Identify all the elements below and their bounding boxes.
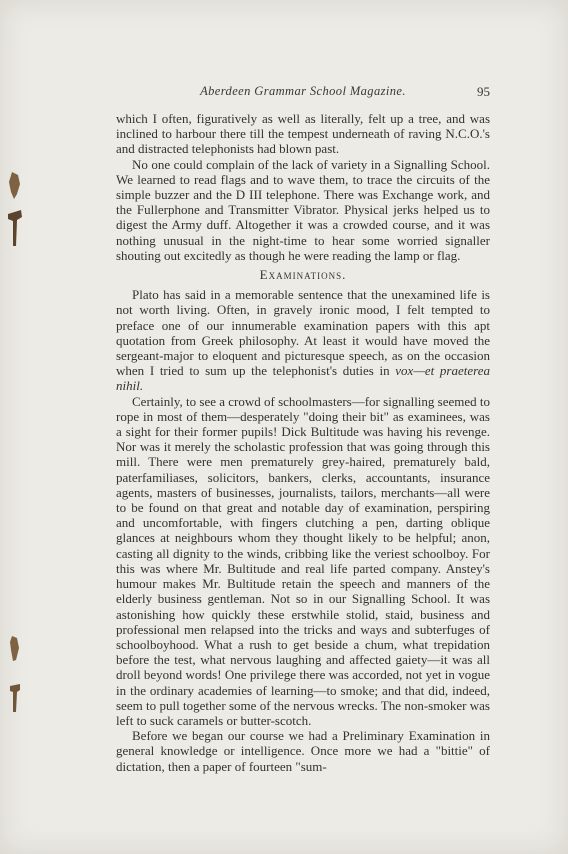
binding-mark-lower-2: [6, 683, 24, 713]
running-title: Aberdeen Grammar School Magazine.: [200, 84, 406, 98]
paragraph: which I often, figuratively as well as literally, felt up a tree, and was inclined to harbour there till the tempest underneath of raving N.C.O.'s and distracted telephonists had blown past.: [116, 111, 490, 157]
binding-mark-upper: [6, 172, 24, 200]
section-heading: Examinations.: [259, 267, 347, 283]
binding-mark-upper-2: [6, 208, 24, 248]
paragraph: Before we began our course we had a Preliminary Examination in general knowledge or intelligence. Once more we had a "bittie" of dictation, then a paper of fourteen "sum-: [116, 728, 490, 774]
latin-phrase: vox—et praeterea nihil.: [116, 363, 490, 394]
paragraph: Certainly, to see a crowd of schoolmasters—for signalling seemed to rope in most of them—desperately "doing their bit" as examinees, was a sight for their former pupils! Dick Bultitude was having his revenge. Nor was it merely the scholastic profession that was going through this mill. There were men prematurely grey-haired, prematurely bald, paterfamiliases, solicitors, bankers, clerks, accountants, insurance agents, masters of businesses, journalists, tailors, merchants—all were to be found on that great and notable day of examination, perspiring and uncomfortable, with fingers clutching a pen, darting oblique glances at neighbours whom they thought likely to be helpful; anon, casting all dignity to the winds, cribbing like the veriest schoolboy. For this was where Mr. Bultitude and real life parted company. Anstey's humour makes Mr. Bultitude retain the speech and manners of the elderly business gentleman. Not so in our Signalling School. It was astonishing how quickly these erstwhile stolid, staid, business and professional men relapsed into the tricks and ways and subterfuges of schoolboyhood. What a rush to get beside a chum, what trepidation before the test, what nervous laughing and affected gaiety—it was all droll beyond words! One privilege there was accorded, not yet in vogue in the ordinary academies of learning—to smoke; and that did, indeed, seem to pull together some of the nervous wrecks. The non-smoker was left to suck caramels or butter-scotch.: [116, 393, 491, 728]
paragraph: Plato has said in a memorable sentence that the unexamined life is not worth living. Often, in gravely ironic mood, I felt tempted to preface one of our innumerable examination papers with this apt quotation from Greek philosophy. At least it would have moved the sergeant-major to eloquent and picturesque speech, as on the occasion when I tried to sum up the telephonist's duties in vox—et praeterea nihil.: [116, 287, 490, 394]
page-header: [116, 84, 490, 100]
binding-mark-lower: [6, 636, 24, 662]
paragraph: No one could complain of the lack of variety in a Signalling School. We learned to read flags and to wave them, to trace the circuits of the simple buzzer and the D III telephone. There was Exchange work, and the Fullerphone and Transmitter Vibrator. Physical jerks helped us to digest the Army duff. Altogether it was a crowded course, and it was nothing unusual in the night-time to hear some worried signaller shouting out excitedly as though he were reading the lamp or flag.: [116, 156, 490, 263]
body-text: [116, 111, 490, 774]
page-number: 95: [477, 84, 490, 99]
